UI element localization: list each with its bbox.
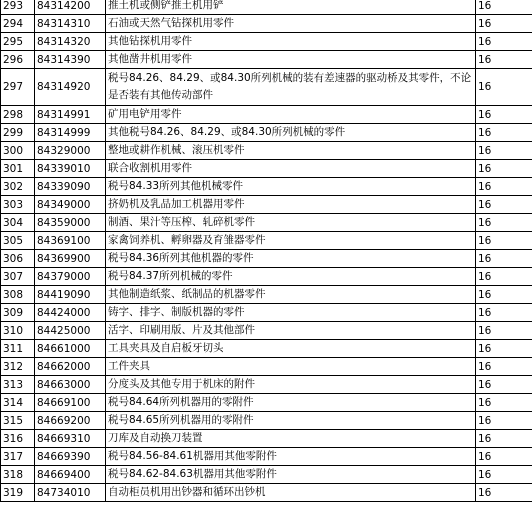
row-index-cell: 316 [1,430,35,448]
tariff-table-body [1,0,532,502]
row-index-cell: 309 [1,304,35,322]
rate-cell: 16 [476,394,532,412]
rate-cell: 16 [476,51,532,69]
description-cell: 税号84.65所列机器用的零附件 [106,412,476,430]
table-row [1,466,532,484]
hs-code-cell: 84314991 [35,106,106,124]
hs-code-cell: 84359000 [35,214,106,232]
table-row [1,268,532,286]
table-row [1,250,532,268]
table-row [1,376,532,394]
rate-cell: 16 [476,178,532,196]
table-row [1,232,532,250]
description-cell: 税号84.56-84.61机器用其他零附件 [106,448,476,466]
rate-cell: 16 [476,322,532,340]
rate-cell: 16 [476,340,532,358]
description-cell: 铸字、排字、制版机器的零件 [106,304,476,322]
hs-code-cell: 84369900 [35,250,106,268]
description-cell: 自动柜员机用出钞器和循环出钞机 [106,484,476,502]
description-cell: 分度头及其他专用于机床的附件 [106,376,476,394]
description-cell: 石油或天然气钻探机用零件 [106,15,476,33]
table-row [1,214,532,232]
description-cell: 税号84.36所列其他机器的零件 [106,250,476,268]
description-cell: 税号84.26、84.29、或84.30所列机械的装有差速器的驱动桥及其零件，不论是否装有其他传动部件 [106,69,476,106]
rate-cell: 16 [476,69,532,106]
table-row [1,106,532,124]
row-index-cell: 310 [1,322,35,340]
table-row [1,196,532,214]
table-row [1,304,532,322]
table-row [1,430,532,448]
hs-code-cell: 84369100 [35,232,106,250]
hs-code-cell: 84662000 [35,358,106,376]
row-index-cell: 317 [1,448,35,466]
description-cell: 制酒、果汁等压榨、轧碎机零件 [106,214,476,232]
hs-code-cell: 84314320 [35,33,106,51]
hs-code-cell: 84661000 [35,340,106,358]
rate-cell: 16 [476,286,532,304]
row-index-cell: 306 [1,250,35,268]
row-index-cell: 301 [1,160,35,178]
row-index-cell: 308 [1,286,35,304]
hs-code-cell: 84669400 [35,466,106,484]
hs-code-cell: 84419090 [35,286,106,304]
table-row [1,358,532,376]
rate-cell: 16 [476,196,532,214]
row-index-cell: 319 [1,484,35,502]
rate-cell: 16 [476,106,532,124]
row-index-cell: 312 [1,358,35,376]
row-index-cell: 298 [1,106,35,124]
rate-cell: 16 [476,430,532,448]
hs-code-cell: 84663000 [35,376,106,394]
hs-code-cell: 84669310 [35,430,106,448]
hs-code-cell: 84424000 [35,304,106,322]
table-row [1,33,532,51]
hs-code-cell: 84349000 [35,196,106,214]
description-cell: 税号84.62-84.63机器用其他零附件 [106,466,476,484]
row-index-cell: 313 [1,376,35,394]
rate-cell: 16 [476,304,532,322]
rate-cell: 16 [476,250,532,268]
hs-code-cell: 84314200 [35,0,106,15]
row-index-cell: 305 [1,232,35,250]
table-row [1,286,532,304]
description-cell: 工件夹具 [106,358,476,376]
description-cell: 刀库及自动换刀装置 [106,430,476,448]
rate-cell: 16 [476,15,532,33]
row-index-cell: 303 [1,196,35,214]
row-index-cell: 300 [1,142,35,160]
row-index-cell: 297 [1,69,35,106]
rate-cell: 16 [476,358,532,376]
row-index-cell: 307 [1,268,35,286]
table-row [1,412,532,430]
table-row [1,0,532,15]
description-cell: 推土机或侧铲推土机用铲 [106,0,476,15]
row-index-cell: 293 [1,0,35,15]
row-index-cell: 318 [1,466,35,484]
hs-code-cell: 84425000 [35,322,106,340]
table-row [1,322,532,340]
rate-cell: 16 [476,142,532,160]
rate-cell: 16 [476,466,532,484]
description-cell: 税号84.37所列机械的零件 [106,268,476,286]
description-cell: 税号84.64所列机器用的零附件 [106,394,476,412]
description-cell: 工具夹具及自启板牙切头 [106,340,476,358]
table-row [1,15,532,33]
table-row [1,69,532,106]
description-cell: 其他凿井机用零件 [106,51,476,69]
table-row [1,124,532,142]
hs-code-cell: 84314390 [35,51,106,69]
description-cell: 活字、印刷用版、片及其他部件 [106,322,476,340]
hs-code-cell: 84734010 [35,484,106,502]
rate-cell: 16 [476,412,532,430]
description-cell: 挤奶机及乳品加工机器用零件 [106,196,476,214]
table-row [1,142,532,160]
rate-cell: 16 [476,0,532,15]
description-cell: 家禽饲养机、孵卵器及育雏器零件 [106,232,476,250]
table-row [1,484,532,502]
description-cell: 整地或耕作机械、滚压机零件 [106,142,476,160]
rate-cell: 16 [476,160,532,178]
rate-cell: 16 [476,33,532,51]
description-cell: 税号84.33所列其他机械零件 [106,178,476,196]
hs-code-cell: 84669100 [35,394,106,412]
table-row [1,51,532,69]
rate-cell: 16 [476,124,532,142]
rate-cell: 16 [476,268,532,286]
rate-cell: 16 [476,448,532,466]
description-cell: 联合收割机用零件 [106,160,476,178]
table-row [1,394,532,412]
description-cell: 其他钻探机用零件 [106,33,476,51]
hs-code-cell: 84329000 [35,142,106,160]
table-row [1,160,532,178]
hs-code-cell: 84379000 [35,268,106,286]
table-row [1,178,532,196]
row-index-cell: 311 [1,340,35,358]
hs-code-cell: 84314999 [35,124,106,142]
hs-code-cell: 84314310 [35,15,106,33]
rate-cell: 16 [476,376,532,394]
row-index-cell: 314 [1,394,35,412]
description-cell: 矿用电铲用零件 [106,106,476,124]
hs-code-cell: 84669390 [35,448,106,466]
hs-code-cell: 84669200 [35,412,106,430]
row-index-cell: 294 [1,15,35,33]
row-index-cell: 315 [1,412,35,430]
row-index-cell: 302 [1,178,35,196]
row-index-cell: 299 [1,124,35,142]
hs-code-cell: 84339090 [35,178,106,196]
hs-code-cell: 84339010 [35,160,106,178]
description-cell: 其他制造纸浆、纸制品的机器零件 [106,286,476,304]
row-index-cell: 295 [1,33,35,51]
rate-cell: 16 [476,214,532,232]
row-index-cell: 296 [1,51,35,69]
hs-code-cell: 84314920 [35,69,106,106]
table-row [1,340,532,358]
row-index-cell: 304 [1,214,35,232]
table-row [1,448,532,466]
rate-cell: 16 [476,232,532,250]
rate-cell: 16 [476,484,532,502]
description-cell: 其他税号84.26、84.29、或84.30所列机械的零件 [106,124,476,142]
